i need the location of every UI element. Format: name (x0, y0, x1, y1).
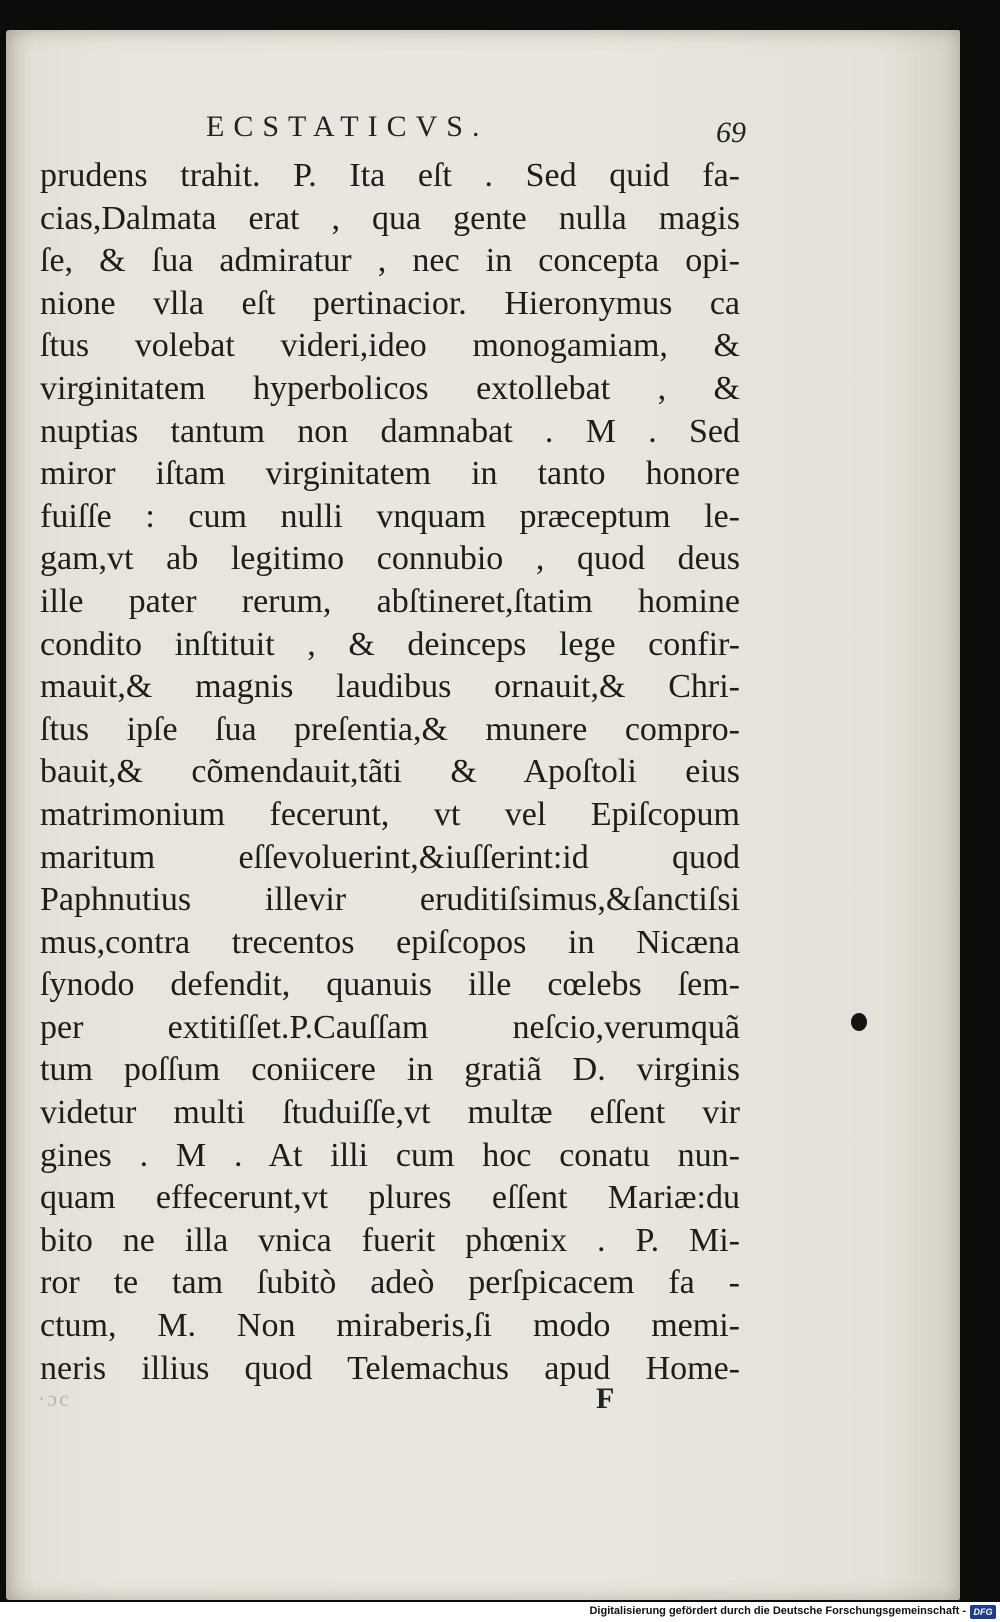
text-line: Paphnutius illevir eruditiſsimus,&ſanctiſsi (40, 881, 740, 919)
text-line: condito inſtituit , & deinceps lege confir- (40, 625, 740, 663)
text-line: mauit,& magnis laudibus ornauit,& Chri- (40, 668, 740, 706)
text-line: ror te tam ſubitò adeò perſpicacem fa - (40, 1264, 740, 1302)
text-line: matrimonium fecerunt, vt vel Epiſcopum (40, 795, 740, 833)
ink-blot (851, 1013, 867, 1031)
text-line: prudens trahit. P. Ita eſt . Sed quid fa- (40, 157, 740, 194)
text-line: mus,contra trecentos epiſcopos in Nicæna (40, 923, 740, 961)
text-line: ſtus ipſe ſua preſentia,& munere compro- (40, 710, 740, 748)
faint-mark: ·ɔc (38, 1386, 71, 1411)
text-line: neris illius quod Telemachus apud Home- (40, 1349, 740, 1387)
signature-mark: F (596, 1382, 615, 1415)
text-line: gam,vt ab legitimo connubio , quod deus (40, 540, 740, 578)
text-line: nuptias tantum non damnabat . M . Sed (40, 412, 740, 450)
dfg-logo: DFG (970, 1605, 996, 1619)
text-line: fuiſſe : cum nulli vnquam præceptum le- (40, 497, 740, 535)
body-text (40, 155, 740, 1390)
text-line: gines . M . At illi cum hoc conatu nun- (40, 1136, 740, 1174)
footer-credit: Digitalisierung gefördert durch die Deutsche Forschungsgemeinschaft - (589, 1605, 966, 1617)
text-line: cias,Dalmata erat , qua gente nulla magis (40, 199, 740, 237)
text-line: nione vlla eſt pertinacior. Hieronymus ca (40, 284, 740, 322)
text-line: bito ne illa vnica fuerit phœnix . P. Mi- (40, 1221, 740, 1259)
text-line: per extitiſſet.P.Cauſſam neſcio,verumquã (40, 1008, 740, 1046)
text-line: ille pater rerum, abſtineret,ſtatim homine (40, 582, 740, 620)
text-line: maritum eſſevoluerint,&iuſſerint:id quod (40, 838, 740, 876)
text-line: quam effecerunt,vt plures eſſent Mariæ:du (40, 1179, 740, 1217)
page-header (6, 110, 960, 150)
text-line: ctum, M. Non miraberis,ſi modo memi- (40, 1307, 740, 1345)
text-line: ſynodo defendit, quanuis ille cœlebs ſem- (40, 966, 740, 1004)
running-head: ECSTATICVS. (206, 110, 489, 143)
text-line: videtur multi ſtuduiſſe,vt multæ eſſent vir (40, 1094, 740, 1132)
text-line: ſtus volebat videri,ideo monogamiam, & (40, 327, 740, 365)
text-line: virginitatem hyperbolicos extollebat , & (40, 369, 740, 407)
footer-bar (0, 1602, 1000, 1622)
text-line: bauit,& cõmendauit,tãti & Apoſtoli eius (40, 753, 740, 791)
page-number: 69 (716, 116, 746, 149)
text-line: miror iſtam virginitatem in tanto honore (40, 455, 740, 493)
book-page (6, 30, 960, 1600)
text-line: tum poſſum coniicere in gratiã D. virginis (40, 1051, 740, 1089)
text-line: ſe, & ſua admiratur , nec in concepta opi- (40, 242, 740, 280)
